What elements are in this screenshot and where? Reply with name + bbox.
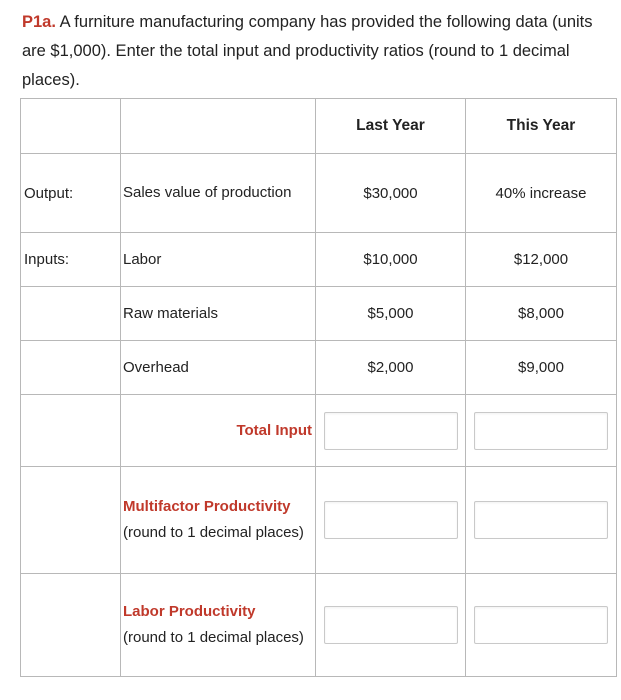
empty-cell <box>21 287 121 341</box>
input-item: Raw materials <box>121 287 316 341</box>
total-input-this-year-cell <box>466 395 617 467</box>
labor-productivity-this-year-field[interactable] <box>474 606 608 644</box>
multifactor-note: (round to 1 decimal places) <box>123 524 304 541</box>
output-last-year: $30,000 <box>316 154 466 233</box>
empty-cell <box>21 395 121 467</box>
header-row <box>21 99 617 154</box>
multifactor-this-year-field[interactable] <box>474 501 608 539</box>
labor-productivity-this-year-cell <box>466 574 617 677</box>
labor-productivity-last-year-field[interactable] <box>324 606 458 644</box>
input-item: Labor <box>121 233 316 287</box>
question-label: P1a. <box>22 13 56 31</box>
output-row <box>21 154 617 233</box>
labor-productivity-label: Labor Productivity <box>123 603 256 620</box>
input-item: Overhead <box>121 341 316 395</box>
data-table <box>20 98 617 677</box>
empty-cell <box>21 467 121 574</box>
labor-productivity-last-year-cell <box>316 574 466 677</box>
labor-productivity-label-cell <box>121 574 316 677</box>
input-row-raw-materials <box>21 287 617 341</box>
input-last-year: $2,000 <box>316 341 466 395</box>
multifactor-last-year-cell <box>316 467 466 574</box>
header-this-year: This Year <box>466 99 617 154</box>
multifactor-label: Multifactor Productivity <box>123 498 291 515</box>
header-empty-2 <box>121 99 316 154</box>
question-text <box>22 8 602 95</box>
total-input-last-year-field[interactable] <box>324 412 458 450</box>
total-input-last-year-cell <box>316 395 466 467</box>
input-row-labor <box>21 233 617 287</box>
total-input-this-year-field[interactable] <box>474 412 608 450</box>
question-body: A furniture manufacturing company has provided the following data (units are $1,000). Enter the total input and productivity ratios (round to 1 decimal places). <box>22 13 593 89</box>
multifactor-this-year-cell <box>466 467 617 574</box>
input-last-year: $5,000 <box>316 287 466 341</box>
total-input-row <box>21 395 617 467</box>
total-input-label: Total Input <box>121 395 316 467</box>
empty-cell <box>21 341 121 395</box>
input-this-year: $8,000 <box>466 287 617 341</box>
labor-productivity-note: (round to 1 decimal places) <box>123 629 304 646</box>
input-this-year: $12,000 <box>466 233 617 287</box>
labor-productivity-row <box>21 574 617 677</box>
multifactor-label-cell <box>121 467 316 574</box>
inputs-label: Inputs: <box>21 233 121 287</box>
multifactor-row <box>21 467 617 574</box>
input-row-overhead <box>21 341 617 395</box>
empty-cell <box>21 574 121 677</box>
input-this-year: $9,000 <box>466 341 617 395</box>
multifactor-last-year-field[interactable] <box>324 501 458 539</box>
output-item: Sales value of production <box>121 154 316 233</box>
input-last-year: $10,000 <box>316 233 466 287</box>
output-this-year: 40% increase <box>466 154 617 233</box>
output-label: Output: <box>21 154 121 233</box>
header-last-year: Last Year <box>316 99 466 154</box>
header-empty-1 <box>21 99 121 154</box>
